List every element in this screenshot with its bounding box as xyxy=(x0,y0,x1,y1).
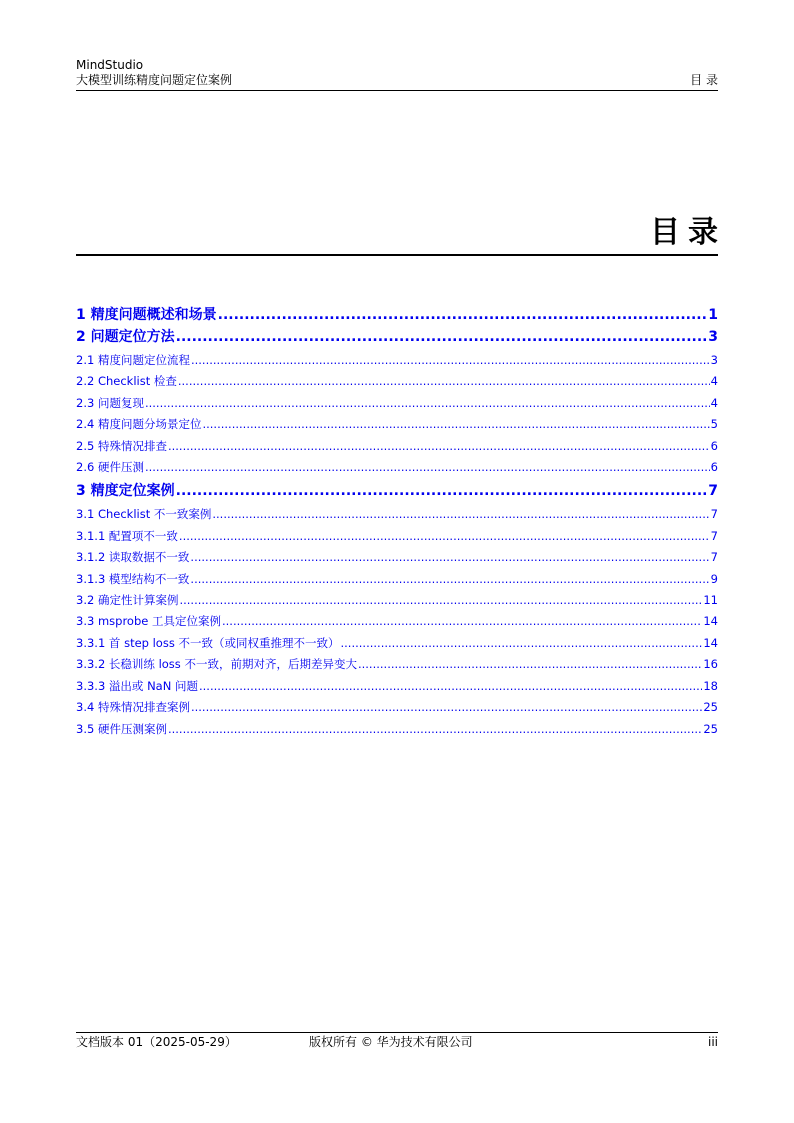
toc-leader-dots xyxy=(176,482,708,500)
toc-chapter-link[interactable] xyxy=(76,306,718,324)
toc-entry-label: 3 精度定位案例 xyxy=(76,483,175,500)
toc-leader-dots xyxy=(191,350,710,371)
toc-entry-page: 5 xyxy=(710,417,718,432)
toc-entry-page: 11 xyxy=(703,593,718,608)
toc-entry-page: 7 xyxy=(708,483,718,500)
toc-entry-label: 2.1 精度问题定位流程 xyxy=(76,353,190,367)
toc-entry-page: 18 xyxy=(703,678,718,693)
toc-entry-label: 2.3 问题复现 xyxy=(76,395,144,410)
toc-leader-dots xyxy=(179,526,710,547)
toc-entry-label: 3.3.1 首 step loss 不一致（或同权重推理不一致） xyxy=(76,635,340,650)
toc-entry-page: 3 xyxy=(708,329,718,345)
toc-entry-page: 7 xyxy=(710,528,718,543)
toc-entry-page: 4 xyxy=(710,395,718,410)
toc-section-link[interactable] xyxy=(76,611,718,632)
toc-section-link[interactable] xyxy=(76,590,718,611)
toc-section-link[interactable] xyxy=(76,547,718,568)
toc-entry-label: 3.3.2 长稳训练 loss 不一致，前期对齐，后期差异变大 xyxy=(76,657,357,672)
toc-leader-dots xyxy=(212,504,709,525)
toc-entry-label: 3.3.3 溢出或 NaN 问题 xyxy=(76,678,198,693)
toc-entry-label: 3.1.2 读取数据不一致 xyxy=(76,550,190,565)
toc-entry-page: 14 xyxy=(703,614,718,629)
toc-section-link[interactable] xyxy=(76,414,718,435)
toc-title-block xyxy=(76,214,726,256)
toc-entry-page: 3 xyxy=(710,353,718,367)
toc-entry-label: 2.6 硬件压测 xyxy=(76,460,144,475)
toc-section-link[interactable] xyxy=(76,676,718,697)
toc-entry-page: 25 xyxy=(703,700,718,715)
toc-section-link[interactable] xyxy=(76,504,718,525)
toc-section-link[interactable] xyxy=(76,569,718,590)
toc-section-link[interactable] xyxy=(76,457,718,478)
toc-entry-label: 2.5 特殊情况排查 xyxy=(76,438,167,453)
toc-leader-dots xyxy=(176,328,708,346)
footer-copyright: 版权所有 © 华为技术有限公司 xyxy=(309,1035,473,1049)
toc-chapter-link[interactable] xyxy=(76,482,718,500)
toc-entry-page: 25 xyxy=(703,721,718,736)
toc-section-link[interactable] xyxy=(76,350,718,371)
toc-leader-dots xyxy=(199,676,702,697)
page-header xyxy=(76,58,718,91)
toc-section-link[interactable] xyxy=(76,654,718,675)
toc-leader-dots xyxy=(190,547,709,568)
toc-entry-label: 3.5 硬件压测案例 xyxy=(76,721,167,736)
page-footer xyxy=(76,1032,718,1051)
toc-entry-page: 7 xyxy=(710,550,718,565)
table-of-contents xyxy=(76,306,718,740)
toc-entry-page: 9 xyxy=(710,571,718,586)
toc-entry-page: 7 xyxy=(710,507,718,522)
toc-section-link[interactable] xyxy=(76,697,718,718)
toc-section-link[interactable] xyxy=(76,371,718,392)
toc-entry-page: 16 xyxy=(703,657,718,672)
toc-entry-label: 2.2 Checklist 检查 xyxy=(76,374,177,389)
footer-page-number: iii xyxy=(707,1035,718,1049)
toc-entry-page: 1 xyxy=(708,307,718,323)
header-section: 目 录 xyxy=(690,73,718,87)
toc-section-link[interactable] xyxy=(76,393,718,414)
toc-leader-dots xyxy=(202,414,709,435)
footer-version: 文档版本 01（2025-05-29） xyxy=(76,1035,237,1049)
toc-entry-label: 3.1 Checklist 不一致案例 xyxy=(76,507,212,522)
toc-leader-dots xyxy=(340,633,702,654)
toc-leader-dots xyxy=(191,697,702,718)
toc-leader-dots xyxy=(145,393,710,414)
toc-entry-label: 3.1.1 配置项不一致 xyxy=(76,528,178,543)
toc-section-link[interactable] xyxy=(76,719,718,740)
toc-entry-label: 3.4 特殊情况排查案例 xyxy=(76,700,190,715)
toc-leader-dots xyxy=(222,611,702,632)
toc-leader-dots xyxy=(218,306,708,324)
toc-entry-label: 3.1.3 模型结构不一致 xyxy=(76,571,190,586)
toc-section-link[interactable] xyxy=(76,633,718,654)
toc-leader-dots xyxy=(178,371,710,392)
toc-entry-page: 6 xyxy=(710,438,718,453)
toc-entry-page: 6 xyxy=(710,460,718,475)
toc-section-link[interactable] xyxy=(76,436,718,457)
toc-entry-label: 3.2 确定性计算案例 xyxy=(76,593,179,608)
header-doc-title: 大模型训练精度问题定位案例 xyxy=(76,73,233,87)
header-product: MindStudio xyxy=(76,58,144,72)
toc-entry-label: 1 精度问题概述和场景 xyxy=(76,307,217,323)
toc-entry-page: 4 xyxy=(710,374,718,389)
toc-entry-label: 3.3 msprobe 工具定位案例 xyxy=(76,614,221,629)
toc-leader-dots xyxy=(168,719,702,740)
toc-chapter-link[interactable] xyxy=(76,328,718,346)
toc-section-link[interactable] xyxy=(76,526,718,547)
toc-leader-dots xyxy=(358,654,702,675)
toc-leader-dots xyxy=(190,569,709,590)
page-title: 目录 xyxy=(650,215,726,250)
toc-entry-label: 2 问题定位方法 xyxy=(76,329,175,345)
toc-entry-page: 14 xyxy=(703,635,718,650)
toc-leader-dots xyxy=(168,436,710,457)
toc-leader-dots xyxy=(145,457,710,478)
toc-leader-dots xyxy=(179,590,702,611)
toc-entry-label: 2.4 精度问题分场景定位 xyxy=(76,417,202,432)
